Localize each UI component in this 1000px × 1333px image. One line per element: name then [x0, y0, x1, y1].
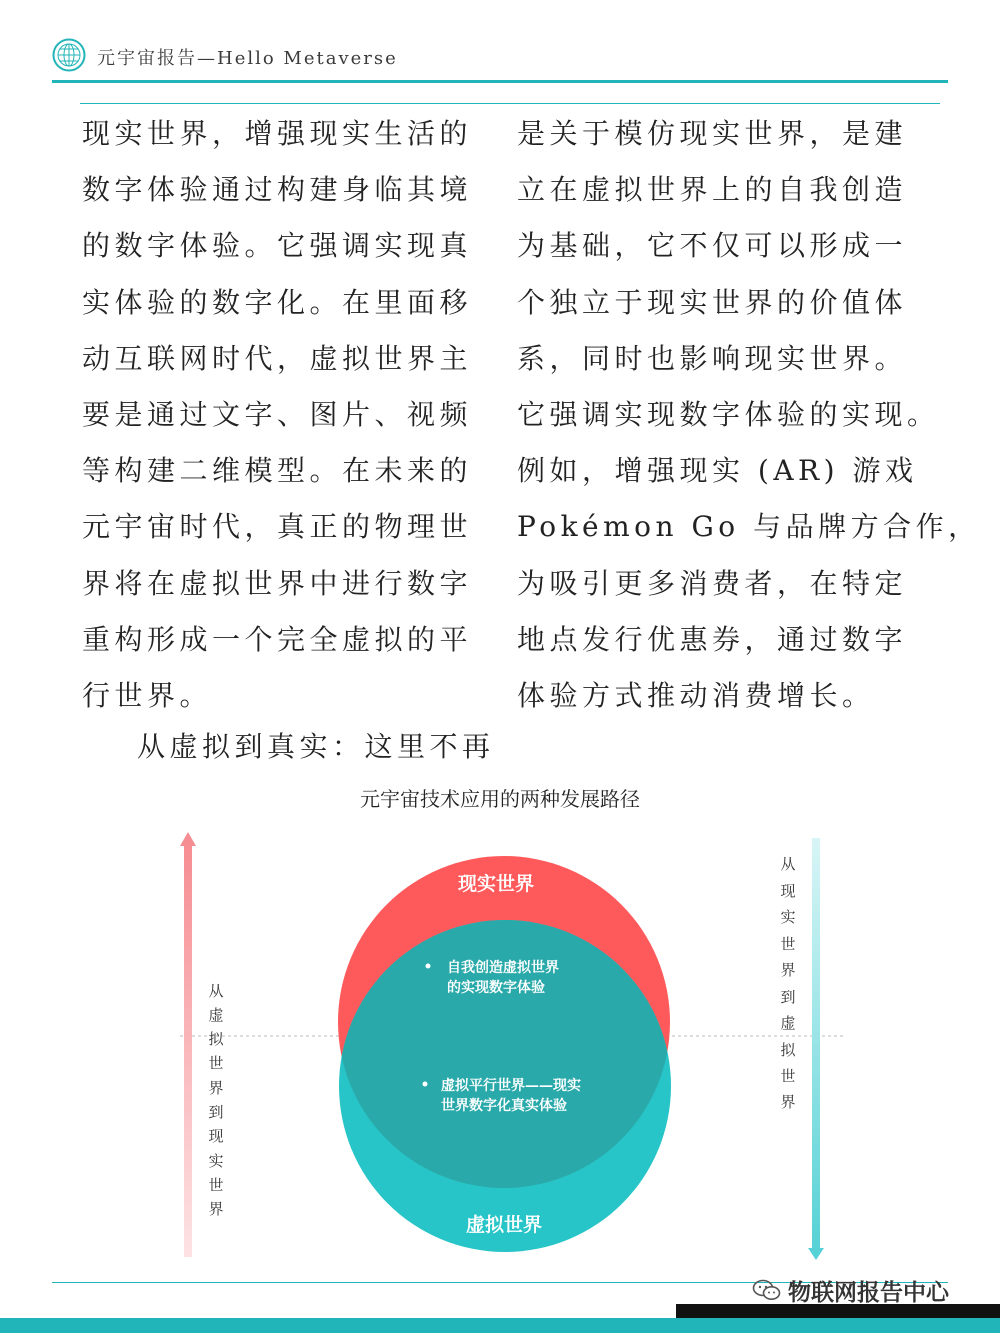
right-arrow-char: 到 — [780, 988, 796, 1006]
text-line: 的数字体验。它强调实现真 — [82, 229, 473, 263]
text-line: 等构建二维模型。在未来的 — [82, 454, 473, 488]
footer-brand[interactable] — [752, 1272, 949, 1308]
left-arrow-char: 虚 — [208, 1006, 224, 1024]
left-arrow-char: 从 — [208, 982, 224, 1000]
text-line: 动互联网时代，虚拟世界主 — [82, 341, 473, 375]
left-arrow-char: 拟 — [208, 1030, 224, 1048]
bullet-dot — [423, 1082, 428, 1087]
left-up-arrow — [180, 832, 196, 1257]
right-arrow-char: 世 — [780, 1067, 796, 1085]
left-arrow-char: 到 — [208, 1103, 224, 1121]
left-arrow-label — [208, 982, 224, 1218]
right-arrow-char: 界 — [780, 961, 796, 979]
text-line: 重构形成一个完全虚拟的平 — [82, 622, 473, 656]
left-arrow-char: 界 — [208, 1200, 224, 1218]
text-line: 行世界。 — [82, 678, 213, 712]
venn-diagram — [0, 820, 1000, 1280]
right-arrow-char: 界 — [780, 1093, 796, 1111]
text-line: 系，同时也影响现实世界。 — [517, 341, 908, 375]
text-line: 界将在虚拟世界中进行数字 — [82, 566, 473, 600]
left-arrow-char: 世 — [208, 1176, 224, 1194]
diagram-title: 元宇宙技术应用的两种发展路径 — [360, 787, 640, 811]
text-line: 实体验的数字化。在里面移 — [82, 285, 473, 319]
text-line: 现实世界，增强现实生活的 — [82, 117, 473, 150]
left-arrow-char: 界 — [208, 1079, 224, 1097]
left-arrow-char: 实 — [208, 1152, 224, 1170]
text-line: 它强调实现数字体验的实现。 — [517, 397, 940, 431]
page-header — [0, 0, 1000, 100]
right-text-column — [517, 106, 981, 724]
footer-brand-text: 物联网报告中心 — [788, 1279, 949, 1306]
left-arrow-char: 现 — [208, 1127, 224, 1145]
right-down-arrow — [808, 838, 824, 1260]
header-rule — [52, 80, 948, 83]
text-line: 元宇宙时代，真正的物理世 — [82, 510, 473, 544]
right-arrow-char: 虚 — [780, 1014, 796, 1032]
right-arrow-char: 实 — [780, 908, 796, 926]
text-line: 是关于模仿现实世界，是建 — [517, 117, 908, 150]
text-line: 为吸引更多消费者，在特定 — [517, 566, 908, 600]
wechat-icon — [752, 1278, 782, 1302]
footer-band — [0, 1318, 1000, 1333]
bullet-2-line-2: 世界数字化真实体验 — [441, 1098, 567, 1114]
text-line: 例如，增强现实 (AR) 游戏 — [517, 454, 918, 488]
text-line: 要是通过文字、图片、视频 — [82, 397, 473, 431]
text-line: 个独立于现实世界的价值体 — [517, 285, 908, 319]
right-arrow-char: 拟 — [780, 1041, 796, 1059]
text-line: Pokémon Go 与品牌方合作， — [517, 510, 981, 544]
right-arrow-char: 从 — [780, 855, 796, 873]
text-line: 立在虚拟世界上的自我创造 — [517, 173, 908, 207]
bullet-1-line-1: 自我创造虚拟世界 — [447, 960, 559, 976]
left-arrow-char: 世 — [208, 1054, 224, 1072]
top-divider — [80, 103, 940, 104]
continuation-text: 从虚拟到真实：这里不再 — [137, 730, 495, 763]
header-title: 元宇宙报告—Hello Metaverse — [97, 48, 398, 69]
virtual-world-label: 虚拟世界 — [465, 1214, 543, 1236]
bullet-dot — [426, 964, 431, 969]
left-text-column — [82, 106, 502, 724]
bullet-2-line-1: 虚拟平行世界——现实 — [441, 1078, 581, 1094]
globe-icon — [52, 38, 86, 72]
right-arrow-char: 现 — [780, 882, 796, 900]
text-line: 为基础，它不仅可以形成一 — [517, 229, 908, 263]
text-line: 数字体验通过构建身临其境 — [82, 173, 473, 207]
bullet-1-line-2: 的实现数字体验 — [447, 980, 545, 996]
right-arrow-label — [780, 855, 796, 1111]
text-line: 地点发行优惠券，通过数字 — [517, 622, 908, 656]
text-line: 体验方式推动消费增长。 — [517, 678, 875, 712]
real-world-label: 现实世界 — [457, 873, 535, 895]
right-arrow-char: 世 — [780, 935, 796, 953]
